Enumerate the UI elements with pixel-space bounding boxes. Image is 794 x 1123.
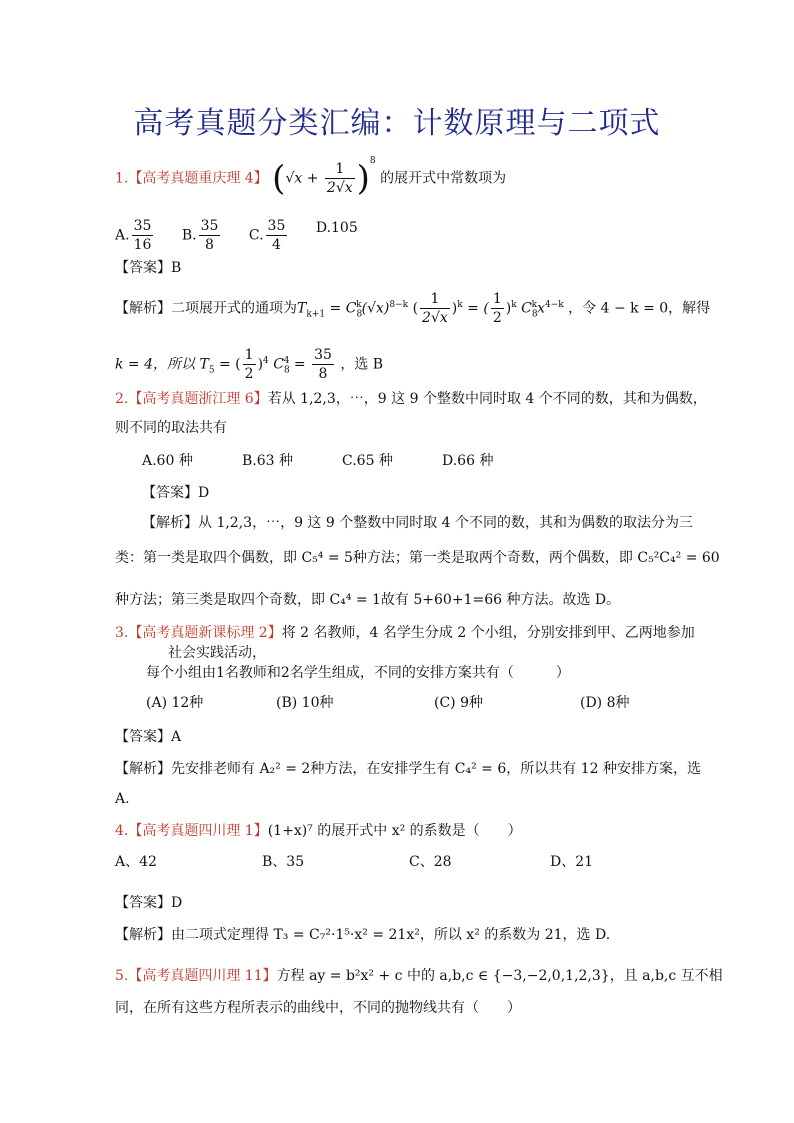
q2-analysis-line2: 类：第一类是取四个偶数，即 C₅⁴ = 5种方法；第一类是取两个奇数，两个偶数，即 C₅²C₄² = 60	[115, 550, 720, 566]
q3-tag: 【高考真题新课标理 2】	[128, 625, 282, 641]
q4-answer: 【答案】D	[115, 895, 183, 911]
q2-answer: 【答案】D	[142, 485, 210, 501]
q1-option-c: C. $\frac{35}{4}$	[248, 218, 286, 253]
q5-stem-line1: 5.【高考真题四川理 11】方程 ay = b²x² + c 中的 a,b,c ∈ {−3,−2,0,1,2,3}，且 a,b,c 互不相	[115, 968, 723, 984]
q4-option-a: A、42	[115, 854, 157, 870]
q2-options	[142, 451, 542, 471]
q2-option-c: C.65 种	[342, 453, 393, 469]
q3-answer: 【答案】A	[115, 729, 182, 745]
q3-option-a: (A) 12种	[146, 695, 204, 711]
q3-option-d: (D) 8种	[580, 695, 630, 711]
q2-option-b: B.63 种	[242, 453, 294, 469]
q2-option-d: D.66 种	[442, 453, 494, 469]
q1-answer: 【答案】B	[115, 260, 182, 276]
q1-tag: 【高考真题重庆理 4】	[128, 170, 268, 187]
q3-analysis-line1: 【解析】先安排老师有 A₂² = 2种方法，在安排学生有 C₄² = 6，所以共有 12 种安排方案，选	[115, 761, 701, 777]
q4-tag: 【高考真题四川理 1】	[128, 823, 268, 839]
q1-plus: +	[306, 170, 319, 187]
q4-options	[115, 852, 610, 872]
q1-options	[115, 217, 380, 254]
q2-analysis-line1: 【解析】从 1,2,3，⋯，9 这 9 个整数中同时取 4 个不同的数，其和为偶数的取法分为三	[142, 515, 694, 531]
q2-stem-line2: 则不同的取法共有	[115, 420, 227, 436]
q3-analysis-line2: A.	[115, 791, 130, 807]
q1-analysis-line1: 【解析】二项展开式的通项为$T_{k+1} = C_8^k(√x)^{8-k}$ ( $\frac{1}{2√x}$ )$^k$ = ( $\frac{1}{2}$ )$^k$ $C_8^kx^{4-k}$ ，令 4 − k = 0，解得	[115, 291, 711, 326]
q4-option-b: B、35	[262, 854, 305, 870]
q1-option-b: B. $\frac{35}{8}$	[181, 218, 219, 253]
q4-stem: 4.【高考真题四川理 1】(1+x)⁷ 的展开式中 x² 的系数是（ ）	[115, 823, 522, 839]
q4-option-c: C、28	[409, 854, 452, 870]
q1-analysis-line2: k = 4，所以 $T_5$ = ( $\frac{1}{2}$ )$^4$ $C_8^4$ = $\frac{35}{8}$ ，选 B	[115, 347, 384, 382]
q4-analysis: 【解析】由二项式定理得 T₃ = C₇²·1⁵·x² = 21x²，所以 x² 的系数为 21，选 D.	[115, 927, 611, 943]
q2-option-a: A.60 种	[142, 453, 193, 469]
q3-option-c: (C) 9种	[434, 695, 483, 711]
q1-text: 的展开式中常数项为	[380, 170, 507, 187]
q1-paren-close: )	[356, 158, 370, 199]
q1-stem	[115, 155, 507, 199]
q1-option-d: D.105	[315, 219, 358, 236]
q1-number: 1.	[115, 170, 129, 187]
q1-root: √x	[285, 170, 303, 187]
q3-options	[146, 693, 650, 713]
q3-option-b: (B) 10种	[276, 695, 334, 711]
q3-stem-line1: 3.【高考真题新课标理 2】将 2 名教师，4 名学生分成 2 个小组，分别安排到甲、乙两地参加	[115, 625, 695, 641]
q2-tag: 【高考真题浙江理 6】	[128, 391, 268, 407]
q5-stem-line2: 同，在所有这些方程所表示的曲线中，不同的抛物线共有（ ）	[115, 1000, 521, 1016]
q1-paren-open: (	[272, 158, 286, 199]
page-title: 高考真题分类汇编：计数原理与二项式	[133, 106, 661, 141]
q2-analysis-line3: 种方法；第三类是取四个奇数，即 C₄⁴ = 1故有 5+60+1=66 种方法。故选 D。	[115, 592, 621, 608]
q4-option-d: D、21	[550, 854, 594, 870]
q1-power: 8	[369, 155, 376, 166]
q2-stem-line1: 2.【高考真题浙江理 6】若从 1,2,3，⋯，9 这 9 个整数中同时取 4 个不同的数，其和为偶数，	[115, 391, 707, 407]
q3-stem-line2: 社会实践活动，	[168, 645, 266, 661]
q1-fraction: $\frac{1}{2√x}$	[326, 161, 353, 196]
q3-stem-line3: 每个小组由1名教师和2名学生组成，不同的安排方案共有（ ）	[146, 665, 570, 681]
q5-tag: 【高考真题四川理 11】	[128, 968, 277, 984]
q1-option-a: A. $\frac{35}{16}$	[115, 218, 152, 253]
